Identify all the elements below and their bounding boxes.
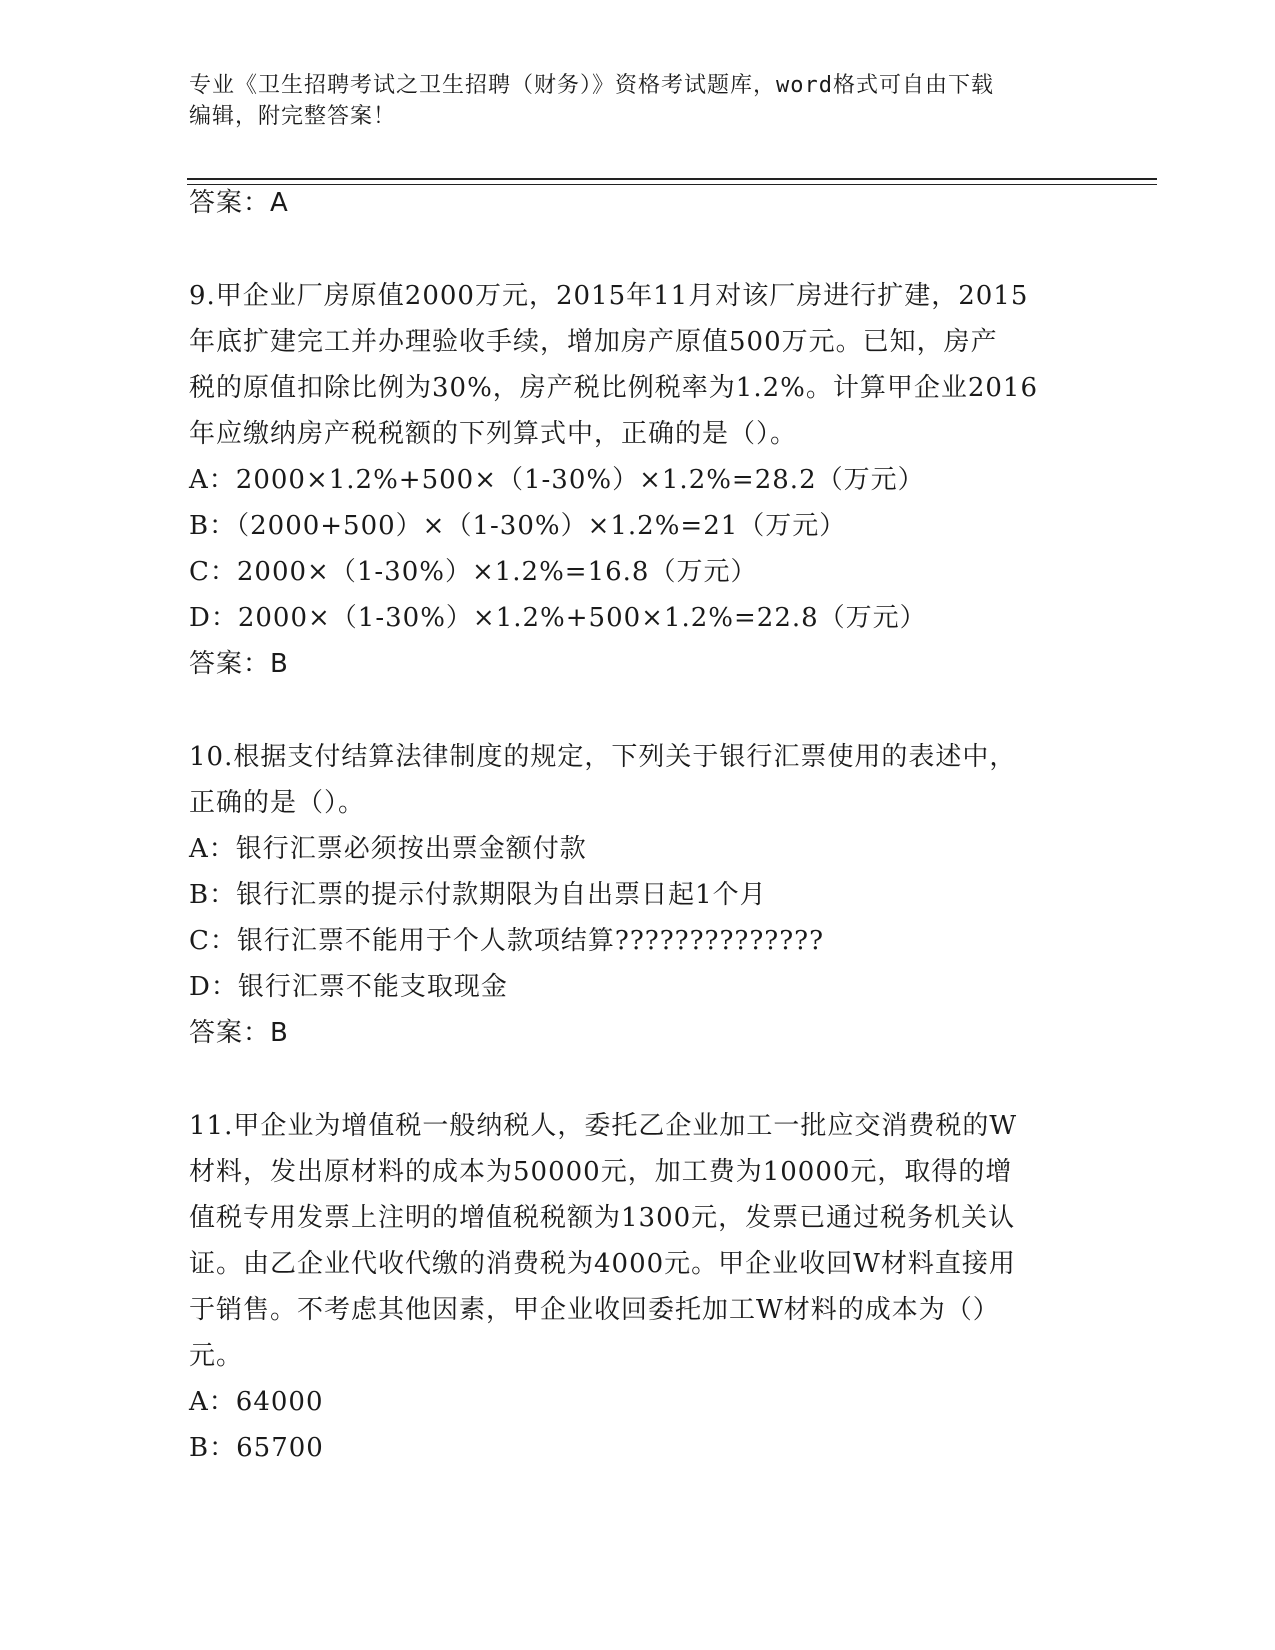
- question-11: [189, 1103, 1089, 1471]
- spacer: [189, 1056, 1089, 1103]
- question-11-line: 证。由乙企业代收代缴的消费税为4000元。甲企业收回W材料直接用: [189, 1249, 1016, 1279]
- question-9: [189, 273, 1089, 687]
- answer-previous: 答案：A: [189, 188, 289, 218]
- question-9-option-d: D：2000×（1-30%）×1.2%+500×1.2%=22.8（万元）: [189, 603, 927, 633]
- question-11-line: 值税专用发票上注明的增值税税额为1300元，发票已通过税务机关认: [189, 1203, 1016, 1233]
- question-11-option-a: A：64000: [189, 1387, 324, 1417]
- question-9-line: 税的原值扣除比例为30%，房产税比例税率为1.2%。计算甲企业2016: [189, 373, 1039, 403]
- question-11-option-b: B：65700: [189, 1433, 324, 1463]
- question-10-option-c: C：银行汇票不能用于个人款项结算??????????????: [189, 926, 825, 956]
- page-header: [189, 70, 1069, 132]
- spacer: [189, 687, 1089, 734]
- question-11-line: 于销售。不考虑其他因素，甲企业收回委托加工W材料的成本为（）: [189, 1295, 1000, 1325]
- spacer: [189, 226, 1089, 273]
- question-9-line: 9.甲企业厂房原值2000万元，2015年11月对该厂房进行扩建，2015: [189, 281, 1029, 311]
- question-9-option-b: B：（2000+500）×（1-30%）×1.2%=21（万元）: [189, 511, 847, 541]
- question-11-line: 元。: [189, 1341, 244, 1371]
- question-10-option-a: A：银行汇票必须按出票金额付款: [189, 834, 587, 864]
- question-10-line: 10.根据支付结算法律制度的规定，下列关于银行汇票使用的表述中，: [189, 742, 1017, 772]
- question-11-line: 11.甲企业为增值税一般纳税人，委托乙企业加工一批应交消费税的W: [189, 1111, 1018, 1141]
- question-9-option-a: A：2000×1.2%+500×（1-30%）×1.2%=28.2（万元）: [189, 465, 925, 495]
- question-content: [189, 180, 1089, 1471]
- question-10-line: 正确的是（）。: [189, 788, 366, 818]
- question-10-option-b: B：银行汇票的提示付款期限为自出票日起1个月: [189, 880, 767, 910]
- question-9-line: 年底扩建完工并办理验收手续，增加房产原值500万元。已知，房产: [189, 327, 998, 357]
- question-11-line: 材料，发出原材料的成本为50000元，加工费为10000元，取得的增: [189, 1157, 1013, 1187]
- header-line-2: 编辑，附完整答案！: [189, 104, 397, 129]
- header-line-1: 专业《卫生招聘考试之卫生招聘（财务）》资格考试题库，word格式可自由下载: [189, 73, 994, 98]
- question-9-answer: 答案：B: [189, 649, 289, 679]
- question-9-line: 年应缴纳房产税税额的下列算式中，正确的是（）。: [189, 419, 798, 449]
- question-10-answer: 答案：B: [189, 1018, 289, 1048]
- question-10-option-d: D：银行汇票不能支取现金: [189, 972, 508, 1002]
- question-9-option-c: C：2000×（1-30%）×1.2%=16.8（万元）: [189, 557, 758, 587]
- question-10: [189, 734, 1089, 1056]
